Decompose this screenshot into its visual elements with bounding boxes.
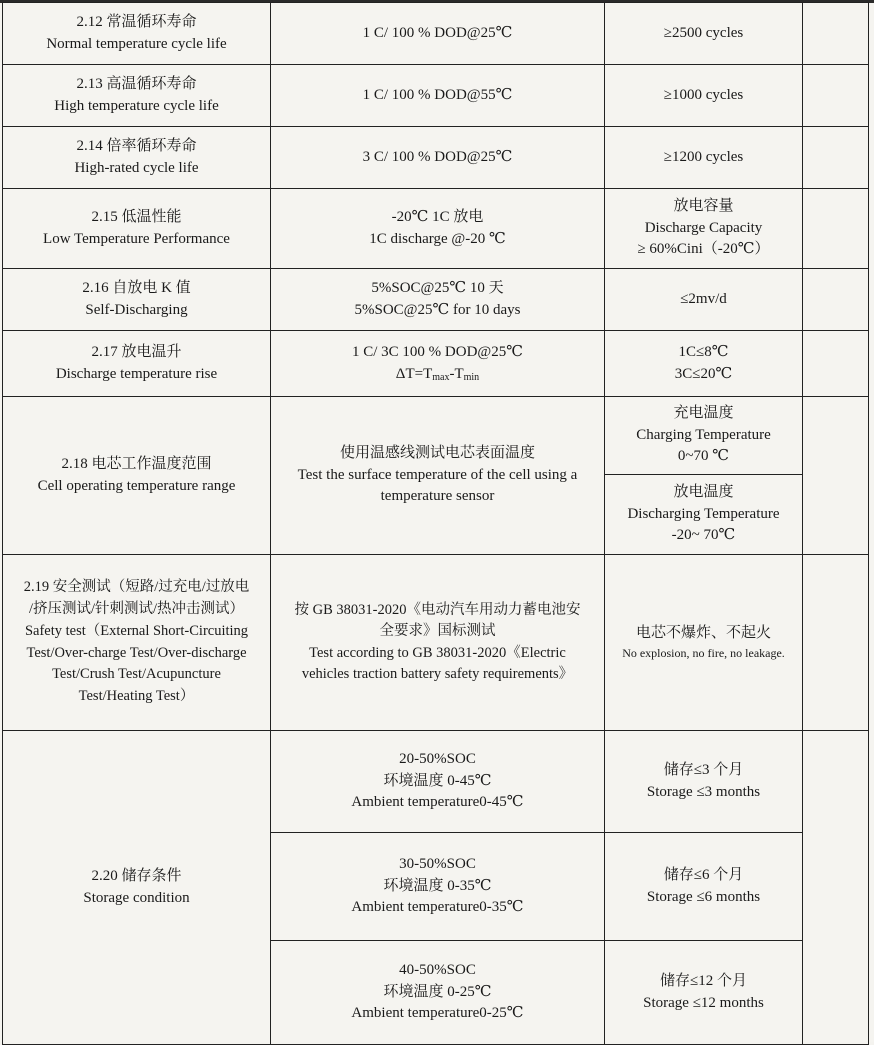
- table-row: [3, 65, 869, 127]
- safety-item-line-1: 2.19 安全测试（短路/过充电/过放电: [23, 579, 250, 596]
- item-cn: 2.15 低温性能: [91, 208, 182, 225]
- safety-requirement-cn: 电芯不爆炸、不起火: [635, 624, 771, 641]
- item-cn: 2.14 倍率循环寿命: [76, 137, 197, 154]
- test-item-cell: [3, 189, 271, 269]
- formula-delta: ΔT=T: [395, 365, 433, 382]
- storage-temp-en: Ambient temperature0-35℃: [351, 899, 524, 916]
- storage-duration-en: Storage ≤3 months: [646, 783, 761, 800]
- storage-temp-en: Ambient temperature0-25℃: [351, 1005, 524, 1022]
- storage-soc: 40-50%SOC: [399, 961, 476, 978]
- requirement-text: ≥1000 cycles: [663, 86, 744, 103]
- test-item-cell: [3, 331, 271, 397]
- item-en: Normal temperature cycle life: [46, 35, 227, 52]
- specification-table: [2, 2, 869, 1045]
- requirement-text: ≤2mv/d: [680, 290, 727, 307]
- test-condition-cell: [271, 331, 605, 397]
- test-condition-cell: [271, 269, 605, 331]
- formula-sub-min: min: [463, 371, 480, 383]
- storage-temp-cn: 环境温度 0-35℃: [383, 877, 492, 894]
- storage-condition-cell: [271, 731, 605, 833]
- table-row: [3, 3, 869, 65]
- requirement-cell: [605, 3, 803, 65]
- storage-duration-en: Storage ≤12 months: [643, 994, 764, 1011]
- remark-cell: [803, 65, 869, 127]
- storage-duration-cn: 储存≤3 个月: [663, 761, 744, 778]
- storage-soc: 20-50%SOC: [399, 750, 476, 767]
- remark-cell: [803, 397, 869, 555]
- safety-item-line-5: Test/Crush Test/Acupuncture: [52, 666, 221, 683]
- test-item-cell: [3, 555, 271, 731]
- test-item-cell: [3, 269, 271, 331]
- requirement-cell: [605, 189, 803, 269]
- requirement-cell: [605, 127, 803, 189]
- item-cn: 2.18 电芯工作温度范围: [61, 455, 212, 472]
- requirement-text: ≥2500 cycles: [663, 24, 744, 41]
- condition-text: 3 C/ 100 % DOD@25℃: [362, 148, 513, 165]
- test-condition-cell: [271, 3, 605, 65]
- item-en: High-rated cycle life: [74, 159, 199, 176]
- storage-soc: 30-50%SOC: [399, 855, 476, 872]
- condition-text: 1 C/ 100 % DOD@55℃: [362, 86, 513, 103]
- discharging-range: -20~ 70℃: [671, 527, 736, 544]
- discharging-cn: 放电温度: [673, 483, 734, 500]
- storage-temp-cn: 环境温度 0-25℃: [383, 983, 492, 1000]
- item-en: High temperature cycle life: [54, 97, 219, 114]
- test-condition-cell: [271, 555, 605, 731]
- delta-t-formula: [274, 364, 601, 386]
- condition-cn: 使用温感线测试电芯表面温度: [339, 444, 535, 461]
- item-en: Self-Discharging: [85, 301, 188, 318]
- storage-temp-en: Ambient temperature0-45℃: [351, 794, 524, 811]
- table-row: [3, 189, 869, 269]
- discharging-temperature-cell: [605, 475, 803, 555]
- formula-minus: -T: [449, 365, 464, 382]
- condition-en-line2: temperature sensor: [380, 488, 495, 505]
- charging-range: 0~70 ℃: [677, 448, 730, 465]
- requirement-3c: 3C≤20℃: [674, 365, 733, 382]
- storage-condition-cell: [271, 833, 605, 941]
- condition-text: 1 C/ 3C 100 % DOD@25℃: [351, 343, 523, 360]
- discharging-en: Discharging Temperature: [627, 505, 780, 522]
- safety-item-line-4: Test/Over-charge Test/Over-discharge: [26, 644, 247, 661]
- condition-text: 1 C/ 100 % DOD@25℃: [362, 24, 513, 41]
- requirement-cell: [605, 269, 803, 331]
- safety-condition-line-3: Test according to GB 38031-2020《Electric: [309, 644, 566, 661]
- remark-cell: [803, 269, 869, 331]
- test-item-cell: [3, 397, 271, 555]
- item-en: Cell operating temperature range: [37, 477, 236, 494]
- safety-requirement-en: No explosion, no fire, no leakage.: [622, 645, 785, 660]
- item-cn: 2.16 自放电 K 值: [82, 279, 191, 296]
- test-item-cell: [3, 65, 271, 127]
- table-row: [3, 331, 869, 397]
- test-item-cell: [3, 731, 271, 1045]
- storage-condition-cell: [271, 941, 605, 1045]
- table-row: [3, 397, 869, 475]
- item-cn: 2.17 放电温升: [91, 343, 182, 360]
- storage-duration-cn: 储存≤12 个月: [660, 972, 747, 989]
- remark-cell: [803, 555, 869, 731]
- storage-duration-cell: [605, 941, 803, 1045]
- item-en: Low Temperature Performance: [43, 230, 230, 247]
- item-cn: 2.12 常温循环寿命: [76, 13, 197, 30]
- test-condition-cell: [271, 65, 605, 127]
- requirement-value: ≥ 60%Cini（-20℃）: [637, 241, 770, 258]
- storage-duration-cn: 储存≤6 个月: [663, 866, 744, 883]
- storage-duration-cell: [605, 731, 803, 833]
- table-row: [3, 555, 869, 731]
- charging-en: Charging Temperature: [636, 426, 771, 443]
- table-row: [3, 127, 869, 189]
- condition-cn: 5%SOC@25℃ 10 天: [371, 279, 504, 296]
- condition-cn: -20℃ 1C 放电: [391, 208, 484, 225]
- formula-sub-max: max: [432, 371, 450, 383]
- remark-cell: [803, 3, 869, 65]
- condition-en: 5%SOC@25℃ for 10 days: [354, 301, 521, 318]
- item-en: Discharge temperature rise: [55, 365, 218, 382]
- remark-cell: [803, 331, 869, 397]
- test-item-cell: [3, 3, 271, 65]
- item-cn: 2.13 高温循环寿命: [76, 75, 197, 92]
- condition-en: 1C discharge @-20 ℃: [369, 230, 506, 247]
- requirement-cell: [605, 555, 803, 731]
- requirement-cn: 放电容量: [673, 197, 734, 214]
- remark-cell: [803, 127, 869, 189]
- test-condition-cell: [271, 189, 605, 269]
- requirement-cell: [605, 65, 803, 127]
- safety-condition-line-4: vehicles traction battery safety requirements》: [301, 665, 574, 682]
- requirement-en: Discharge Capacity: [644, 219, 763, 236]
- item-cn: 2.20 储存条件: [91, 867, 182, 884]
- requirement-text: ≥1200 cycles: [663, 148, 744, 165]
- requirement-cell: [605, 331, 803, 397]
- remark-cell: [803, 731, 869, 1045]
- table-row: [3, 731, 869, 833]
- test-condition-cell: [271, 397, 605, 555]
- test-condition-cell: [271, 127, 605, 189]
- charging-temperature-cell: [605, 397, 803, 475]
- table-row: [3, 269, 869, 331]
- storage-duration-cell: [605, 833, 803, 941]
- test-item-cell: [3, 127, 271, 189]
- storage-duration-en: Storage ≤6 months: [646, 888, 761, 905]
- remark-cell: [803, 189, 869, 269]
- safety-item-line-6: Test/Heating Test）: [78, 688, 195, 704]
- safety-condition-line-2: 全要求》国标测试: [379, 623, 496, 640]
- safety-condition-line-1: 按 GB 38031-2020《电动汽车用动力蓄电池安: [294, 602, 581, 619]
- storage-temp-cn: 环境温度 0-45℃: [383, 772, 492, 789]
- item-en: Storage condition: [83, 889, 190, 906]
- requirement-1c: 1C≤8℃: [678, 343, 729, 360]
- safety-item-line-2: /挤压测试/针刺测试/热冲击测试）: [28, 601, 245, 617]
- condition-en-line1: Test the surface temperature of the cell using a: [297, 466, 578, 483]
- safety-item-line-3: Safety test（External Short-Circuiting: [24, 622, 249, 639]
- charging-cn: 充电温度: [673, 404, 734, 421]
